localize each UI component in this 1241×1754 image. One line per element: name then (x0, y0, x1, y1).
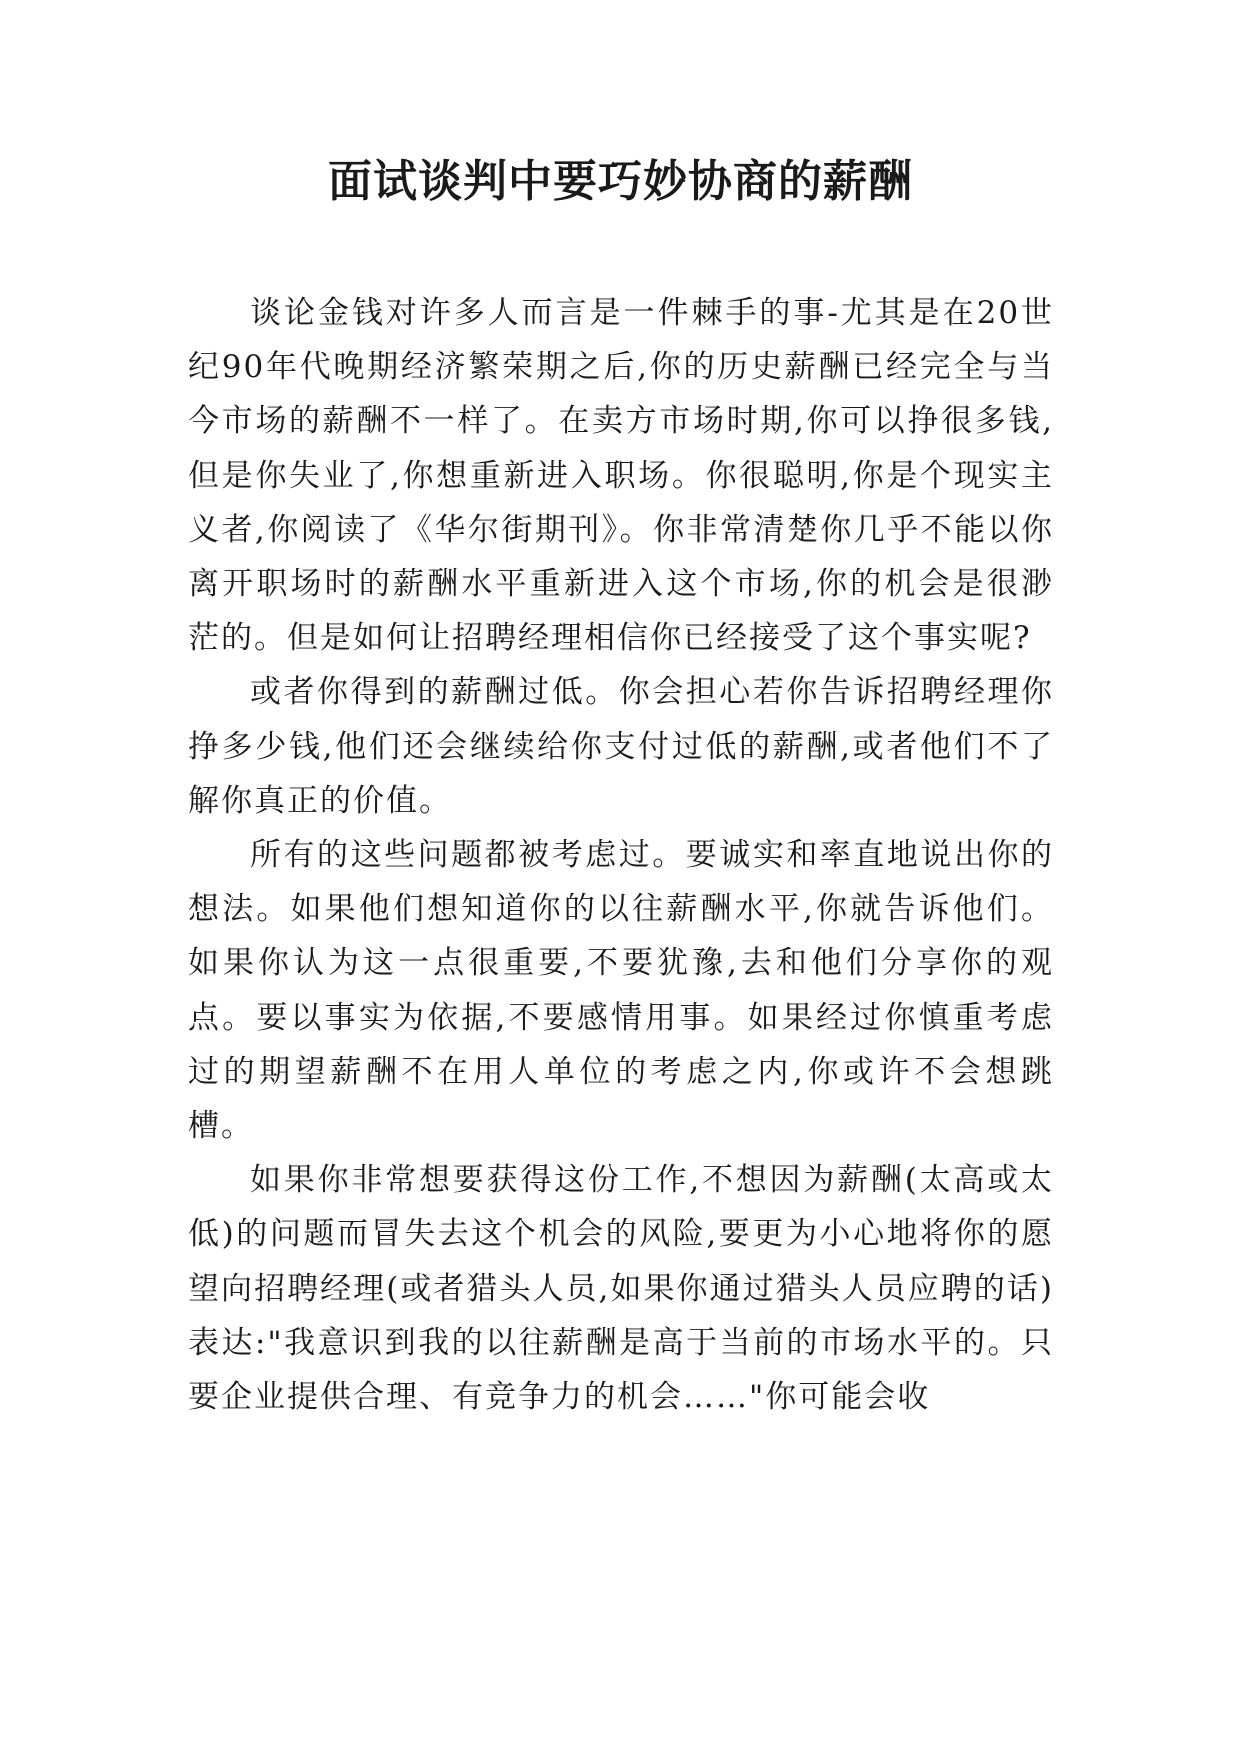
paragraph: 所有的这些问题都被考虑过。要诚实和率直地说出你的想法。如果他们想知道你的以往薪酬水平,你就告诉他们。如果你认为这一点很重要,不要犹豫,去和他们分享你的观点。要以事实为依据,不要感情用事。如果经过你慎重考虑过的期望薪酬不在用人单位的考虑之内,你或许不会想跳槽。 (188, 837, 1054, 1145)
document-body (188, 286, 1054, 1424)
paragraph: 谈论金钱对许多人而言是一件棘手的事-尤其是在20世纪90年代晚期经济繁荣期之后,你的历史薪酬已经完全与当今市场的薪酬不一样了。在卖方市场时期,你可以挣很多钱,但是你失业了,你想重新进入职场。你很聪明,你是个现实主义者,你阅读了《华尔街期刊》。你非常清楚你几乎不能以你离开职场时的薪酬水平重新进入这个市场,你的机会是很渺茫的。但是如何让招聘经理相信你已经接受了这个事实呢? (188, 295, 1054, 657)
paragraph: 如果你非常想要获得这份工作,不想因为薪酬(太高或太低)的问题而冒失去这个机会的风险,要更为小心地将你的愿望向招聘经理(或者猎头人员,如果你通过猎头人员应聘的话)表达:"我意识到我的以往薪酬是高于当前的市场水平的。只要企业提供合理、有竞争力的机会……"你可能会收 (188, 1162, 1054, 1416)
paragraph: 或者你得到的薪酬过低。你会担心若你告诉招聘经理你挣多少钱,他们还会继续给你支付过低的薪酬,或者他们不了解你真正的价值。 (188, 674, 1054, 819)
document-title: 面试谈判中要巧妙协商的薪酬 (328, 156, 913, 207)
